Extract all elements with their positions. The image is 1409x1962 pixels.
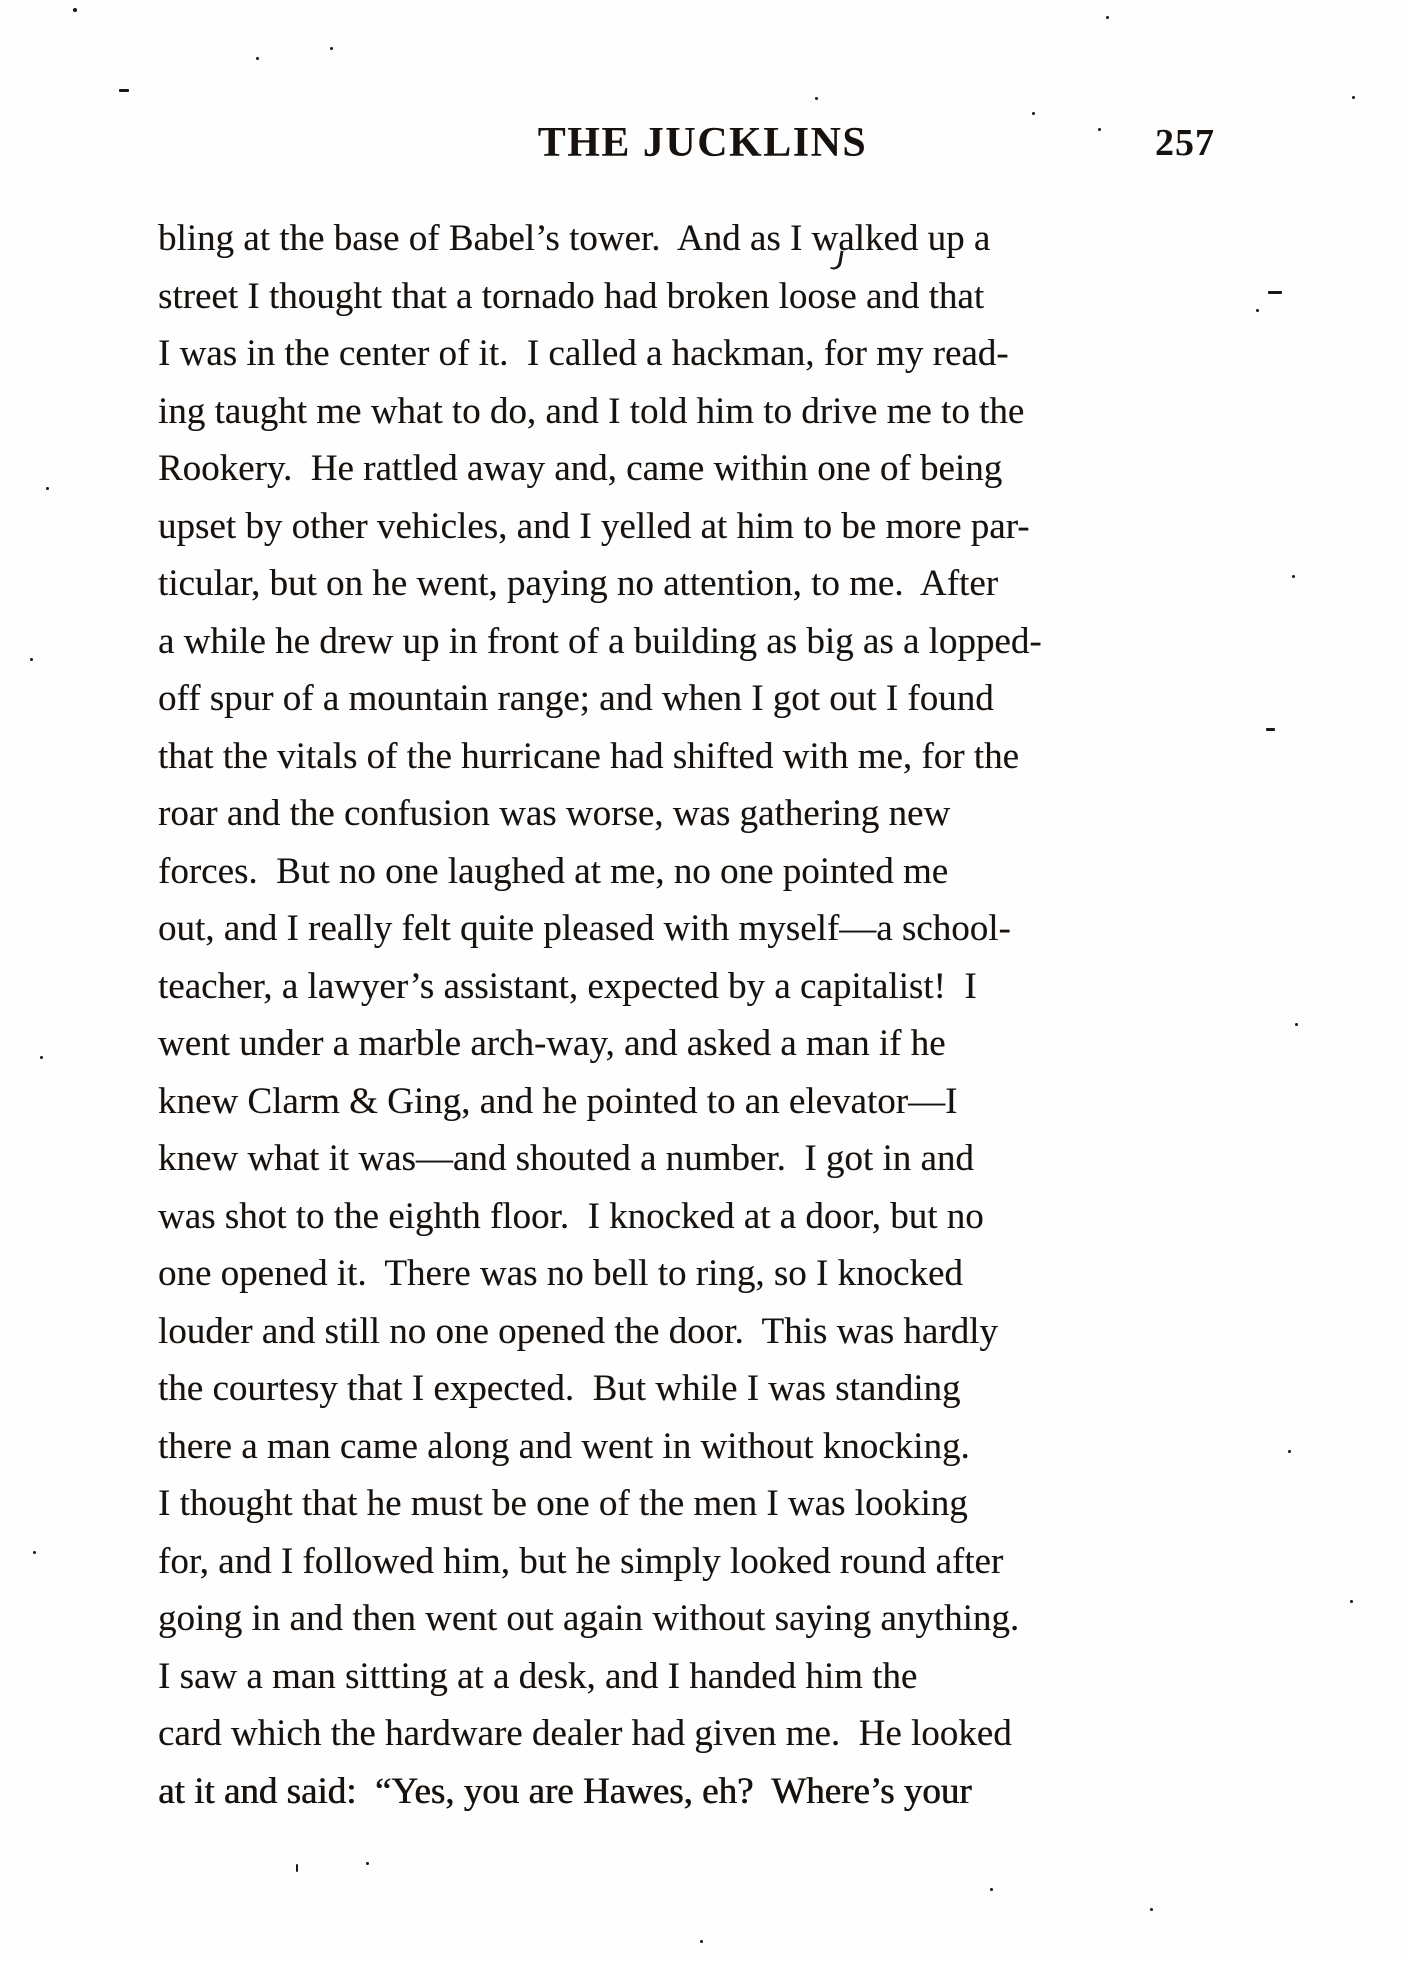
body-text-line: for, and I followed him, but he simply looked round after	[158, 1540, 1004, 1582]
body-text-line: teacher, a lawyer’s assistant, expected by a capitalist! I	[158, 965, 977, 1007]
body-text-line: went under a marble arch-way, and asked a man if he	[158, 1023, 946, 1064]
running-head	[158, 120, 1215, 168]
scan-speck	[1106, 16, 1109, 19]
scan-speck	[330, 47, 333, 50]
scan-speck	[119, 89, 129, 92]
body-text-line: going in and then went out again without saying anything.	[158, 1598, 1020, 1639]
scan-speck	[1256, 309, 1259, 312]
scan-speck	[30, 658, 33, 661]
body-text-line: forces. But no one laughed at me, no one pointed me	[158, 850, 949, 892]
scan-speck	[366, 1862, 369, 1865]
scan-speck	[700, 1940, 703, 1943]
scan-speck	[1150, 1908, 1153, 1911]
body-text-line: knew Clarm & Ging, and he pointed to an elevator—I	[158, 1080, 958, 1122]
scan-speck	[1288, 1450, 1291, 1453]
scan-speck	[40, 1056, 43, 1059]
scan-speck	[990, 1888, 993, 1891]
body-text-line: off spur of a mountain range; and when I got out I found	[158, 678, 994, 719]
body-text-line: street I thought that a tornado had broken loose and that	[158, 275, 985, 317]
scan-speck	[1292, 575, 1295, 578]
body-text-line: that the vitals of the hurricane had shifted with me, for the	[158, 735, 1020, 777]
body-text	[158, 210, 1205, 1820]
body-text-line: a while he drew up in front of a building as big as a lopped-	[158, 620, 1042, 662]
scan-speck	[1032, 112, 1035, 115]
body-text-line: out, and I really felt quite pleased with myself—a school-	[158, 908, 1011, 949]
body-text-line: I was in the center of it. I called a hackman, for my read-	[158, 333, 1009, 374]
scan-speck	[1295, 1023, 1298, 1026]
body-text-line: upset by other vehicles, and I yelled at him to be more par-	[158, 505, 1030, 547]
scan-speck	[33, 1551, 36, 1554]
scan-speck	[256, 57, 259, 60]
body-text-line: bling at the base of Babel’s tower. And as I walked up a	[158, 218, 991, 259]
body-text-line: I thought that he must be one of the men I was looking	[158, 1483, 968, 1524]
body-text-line: card which the hardware dealer had given me. He looked	[158, 1713, 1012, 1754]
body-text-line: louder and still no one opened the door. This was hardly	[158, 1310, 998, 1352]
scan-speck	[296, 1864, 298, 1872]
body-text-line: at it and said: “Yes, you are Hawes, eh? Where’s your	[158, 1770, 972, 1812]
body-text-line: was shot to the eighth floor. I knocked at a door, but no	[158, 1195, 984, 1237]
body-text-line: ing taught me what to do, and I told him to drive me to the	[158, 390, 1025, 432]
scan-speck	[1098, 128, 1101, 131]
scan-speck	[46, 487, 49, 490]
body-text-line: Rookery. He rattled away and, came within one of being	[158, 448, 1003, 489]
scan-speck	[815, 97, 818, 100]
scan-speck	[1266, 728, 1275, 731]
scan-speck	[1268, 291, 1282, 294]
scan-speck	[1350, 1600, 1353, 1603]
body-text-line: the courtesy that I expected. But while I was standing	[158, 1368, 961, 1409]
page-number: 257	[1155, 122, 1215, 164]
scan-speck	[1352, 96, 1355, 99]
scan-speck	[73, 8, 77, 12]
body-text-line: one opened it. There was no bell to ring, so I knocked	[158, 1253, 963, 1294]
body-text-line: I saw a man sittting at a desk, and I handed him the	[158, 1655, 918, 1697]
body-text-line: roar and the confusion was worse, was gathering new	[158, 793, 951, 834]
page-title: THE JUCKLINS	[537, 120, 868, 166]
body-text-line: there a man came along and went in without knocking.	[158, 1425, 970, 1467]
body-text-line: ticular, but on he went, paying no attention, to me. After	[158, 563, 999, 604]
body-text-line: knew what it was—and shouted a number. I got in and	[158, 1138, 974, 1179]
